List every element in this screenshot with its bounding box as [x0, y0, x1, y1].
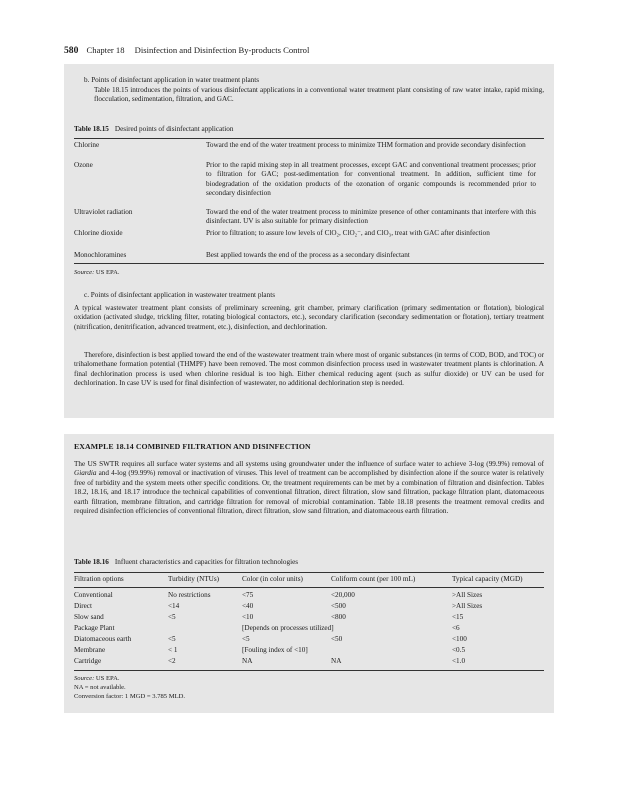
- agent-cell: Monochloramines: [74, 251, 127, 259]
- table-18-15-label: Table 18.15: [74, 125, 109, 133]
- table-cell: Slow sand: [74, 613, 104, 621]
- table-cell: [Depends on processes utilized]: [242, 624, 334, 632]
- table-cell: <14: [168, 602, 180, 610]
- agent-cell: Ultraviolet radiation: [74, 208, 133, 216]
- table-cell: <2: [168, 657, 176, 665]
- page-number: 580: [64, 45, 79, 56]
- table-cell: <6: [452, 624, 460, 632]
- table-cell: NA: [331, 657, 342, 665]
- column-header: Turbidity (NTUs): [168, 575, 220, 583]
- agent-cell: Chlorine: [74, 141, 100, 149]
- table-cell: <10: [242, 613, 254, 621]
- table-cell: <20,000: [331, 591, 355, 599]
- table-cell: <1.0: [452, 657, 466, 665]
- example-paragraph: The US SWTR requires all surface water systems and all systems using groundwater under the influence of surface water to achieve 3-log (99.9%) removal of Giardia and 4-log (99.99%) removal or inactivation of viruses. This level of treatment can be accomplished by disinfection alone if the source water is relatively free of turbidity and the system meets other specific conditions. Or, the treatment requirements can be met by a combination of filtration and disinfection. Tables 18.2, 18.16, and 18.17 introduce the technical capabilities of conventional filtration, direct filtration, slow sand filtration, package filtration plant, diatomaceous earth filtration, membrane filtration, and cartridge filtration for removal of microbial contamination. Table 18.18 presents the treatment removal credits and required disinfection efficiencies of conventional filtration, direct filtration, slow sand filtration, and diatomaceous earth filtration.: [74, 460, 544, 516]
- table-18-16-label: Table 18.16: [74, 558, 109, 566]
- table-cell: <50: [331, 635, 343, 643]
- application-cell: Best applied towards the end of the process as a secondary disinfectant: [206, 251, 410, 259]
- section-c-paragraph-2: Therefore, disinfection is best applied toward the end of the wastewater treatment train where most of organic substances (in terms of COD, BOD, and TOC) or trihalomethane formation potential (THMPF) have been removed. The most common disinfection process used in wastewater treatment plants is chlorination. A final dechlorination process is used when chlorine residual is too high. Either chemical reducing agent (such as sulfur dioxide) or UV can be used for dechlorination. In case UV is used for final disinfection of wastewater, no additional dechlorination step is needed.: [74, 351, 544, 388]
- table-top-rule: [74, 572, 544, 573]
- application-cell: Toward the end of the water treatment process to minimize presence of other contaminants that interfere with this disinfectant. UV is also suitable for primary disinfection: [206, 208, 536, 226]
- table-cell: <500: [331, 602, 346, 610]
- table-18-15-source: Source: US EPA.: [74, 269, 120, 276]
- chapter-label: Chapter 18: [86, 45, 125, 55]
- application-cell: Prior to filtration; to assure low levels of ClO₂, ClO₂⁻, and ClO₃, treat with GAC after disinfection: [206, 229, 490, 237]
- example-title: EXAMPLE 18.14 COMBINED FILTRATION AND DISINFECTION: [74, 442, 311, 451]
- agent-cell: Ozone: [74, 161, 93, 169]
- table-cell: Diatomaceous earth: [74, 635, 132, 643]
- table-cell: Membrane: [74, 646, 106, 654]
- section-b-text: Table 18.15 introduces the points of various disinfectant applications in a conventional water treatment plant consisting of raw water intake, rapid mixing, flocculation, sedimentation, filtration, and GAC.: [94, 86, 544, 104]
- table-cell: Package Plant: [74, 624, 115, 632]
- table-cell: No restrictions: [168, 591, 211, 599]
- giardia-term: Giardia: [74, 469, 97, 478]
- table-cell: Conventional: [74, 591, 113, 599]
- application-cell: Prior to the rapid mixing step in all treatment processes, except GAC and conventional treatment processes; prior to filtration for GAC; post-sedimentation for conventional treatment. In addition, sufficient time for biodegradation of the oxidation products of the ozonation of organic compounds is recommended prior to secondary disinfection: [206, 161, 536, 198]
- table-cell: <800: [331, 613, 346, 621]
- table-18-16-caption: [74, 558, 298, 566]
- table-18-15-title: Desired points of disinfectant application: [114, 125, 234, 133]
- table-cell: <5: [168, 613, 176, 621]
- section-c-paragraph-1: A typical wastewater treatment plant consists of preliminary screening, grit chamber, primary clarification (primary sedimentation or flotation), biological oxidation (activated sludge, trickling filter, rotating biological contactors, etc.), secondary clarification (secondary sedimentation or flotation), tertiary treatment (nitrification, denitrification, advanced treatment, etc.), disinfection, and dechlorination.: [74, 304, 544, 331]
- table-cell: Cartridge: [74, 657, 102, 665]
- chapter-title: Disinfection and Disinfection By-products Control: [134, 45, 310, 55]
- table-cell: <0.5: [452, 646, 466, 654]
- table-cell: >All Sizes: [452, 602, 483, 610]
- table-cell: NA: [242, 657, 253, 665]
- column-header: Color (in color units): [242, 575, 303, 583]
- table-18-16-note-conversion: Conversion factor: 1 MGD = 3.785 MLD.: [74, 693, 186, 700]
- agent-cell: Chlorine dioxide: [74, 229, 123, 237]
- table-18-16-note-na: NA = not available.: [74, 684, 126, 691]
- table-top-rule: [74, 138, 544, 139]
- table-cell: Direct: [74, 602, 92, 610]
- table-18-15-caption: [74, 125, 233, 133]
- table-bottom-rule: [74, 670, 544, 671]
- section-c-heading: c. Points of disinfectant application in wastewater treatment plants: [84, 291, 276, 299]
- table-cell: <5: [242, 635, 250, 643]
- column-header: Coliform count (per 100 mL): [331, 575, 416, 583]
- table-cell: >All Sizes: [452, 591, 483, 599]
- section-b-heading: b. Points of disinfectant application in water treatment plants: [84, 76, 260, 84]
- table-cell: < 1: [168, 646, 178, 654]
- table-bottom-rule: [74, 263, 544, 264]
- table-cell: [Fouling index of <10]: [242, 646, 308, 654]
- table-cell: <15: [452, 613, 464, 621]
- table-18-16-source: Source: US EPA.: [74, 675, 120, 682]
- table-cell: <5: [168, 635, 176, 643]
- table-cell: <40: [242, 602, 254, 610]
- column-header: Filtration options: [74, 575, 124, 583]
- table-cell: <100: [452, 635, 467, 643]
- column-header: Typical capacity (MGD): [452, 575, 523, 583]
- table-18-16-title: Influent characteristics and capacities for filtration technologies: [114, 558, 299, 566]
- header-rule: [74, 587, 544, 588]
- table-cell: <75: [242, 591, 254, 599]
- application-cell: Toward the end of the water treatment process to minimize THM formation and provide secondary disinfection: [206, 141, 526, 149]
- running-header: [64, 45, 309, 56]
